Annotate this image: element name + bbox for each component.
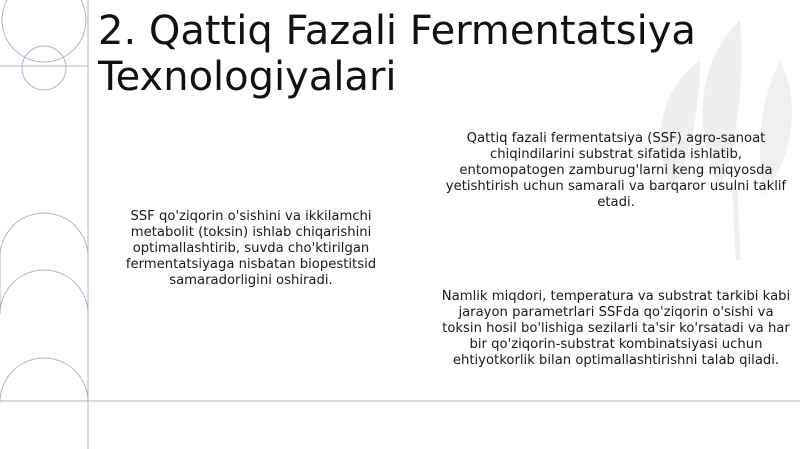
right-paragraph-top: Qattiq fazali fermentatsiya (SSF) agro-sanoat chiqindilarini substrat sifatida ishlatib, entomopatogen zamburug'larni keng miqyosda yetishtirish uchun samarali va barqaror usulni taklif etadi. xyxy=(445,131,787,210)
slide-title-line-1: 2. Qattiq Fazali Fermentatsiya xyxy=(98,8,696,54)
slide-title-line-2: Texnologiyalari xyxy=(98,54,397,100)
decorative-circles xyxy=(0,0,88,449)
slide-title xyxy=(98,8,696,100)
right-paragraph-bottom: Namlik miqdori, temperatura va substrat tarkibi kabi jarayon parametrlari SSFda qo'ziqorin o'sishi va toksin hosil bo'lishiga sezilarli ta'sir ko'rsatadi va har bir qo'ziqorin-substrat kombinatsiyasi uchun ehtiyotkorlik bilan optimallashtirishni talab qiladi. xyxy=(441,289,791,368)
left-paragraph: SSF qo'ziqorin o'sishini va ikkilamchi metabolit (toksin) ishlab chiqarishini optimallashtirib, suvda cho'ktirilgan fermentatsiyaga nisbatan biopestitsid samaradorligini oshiradi. xyxy=(125,209,377,288)
